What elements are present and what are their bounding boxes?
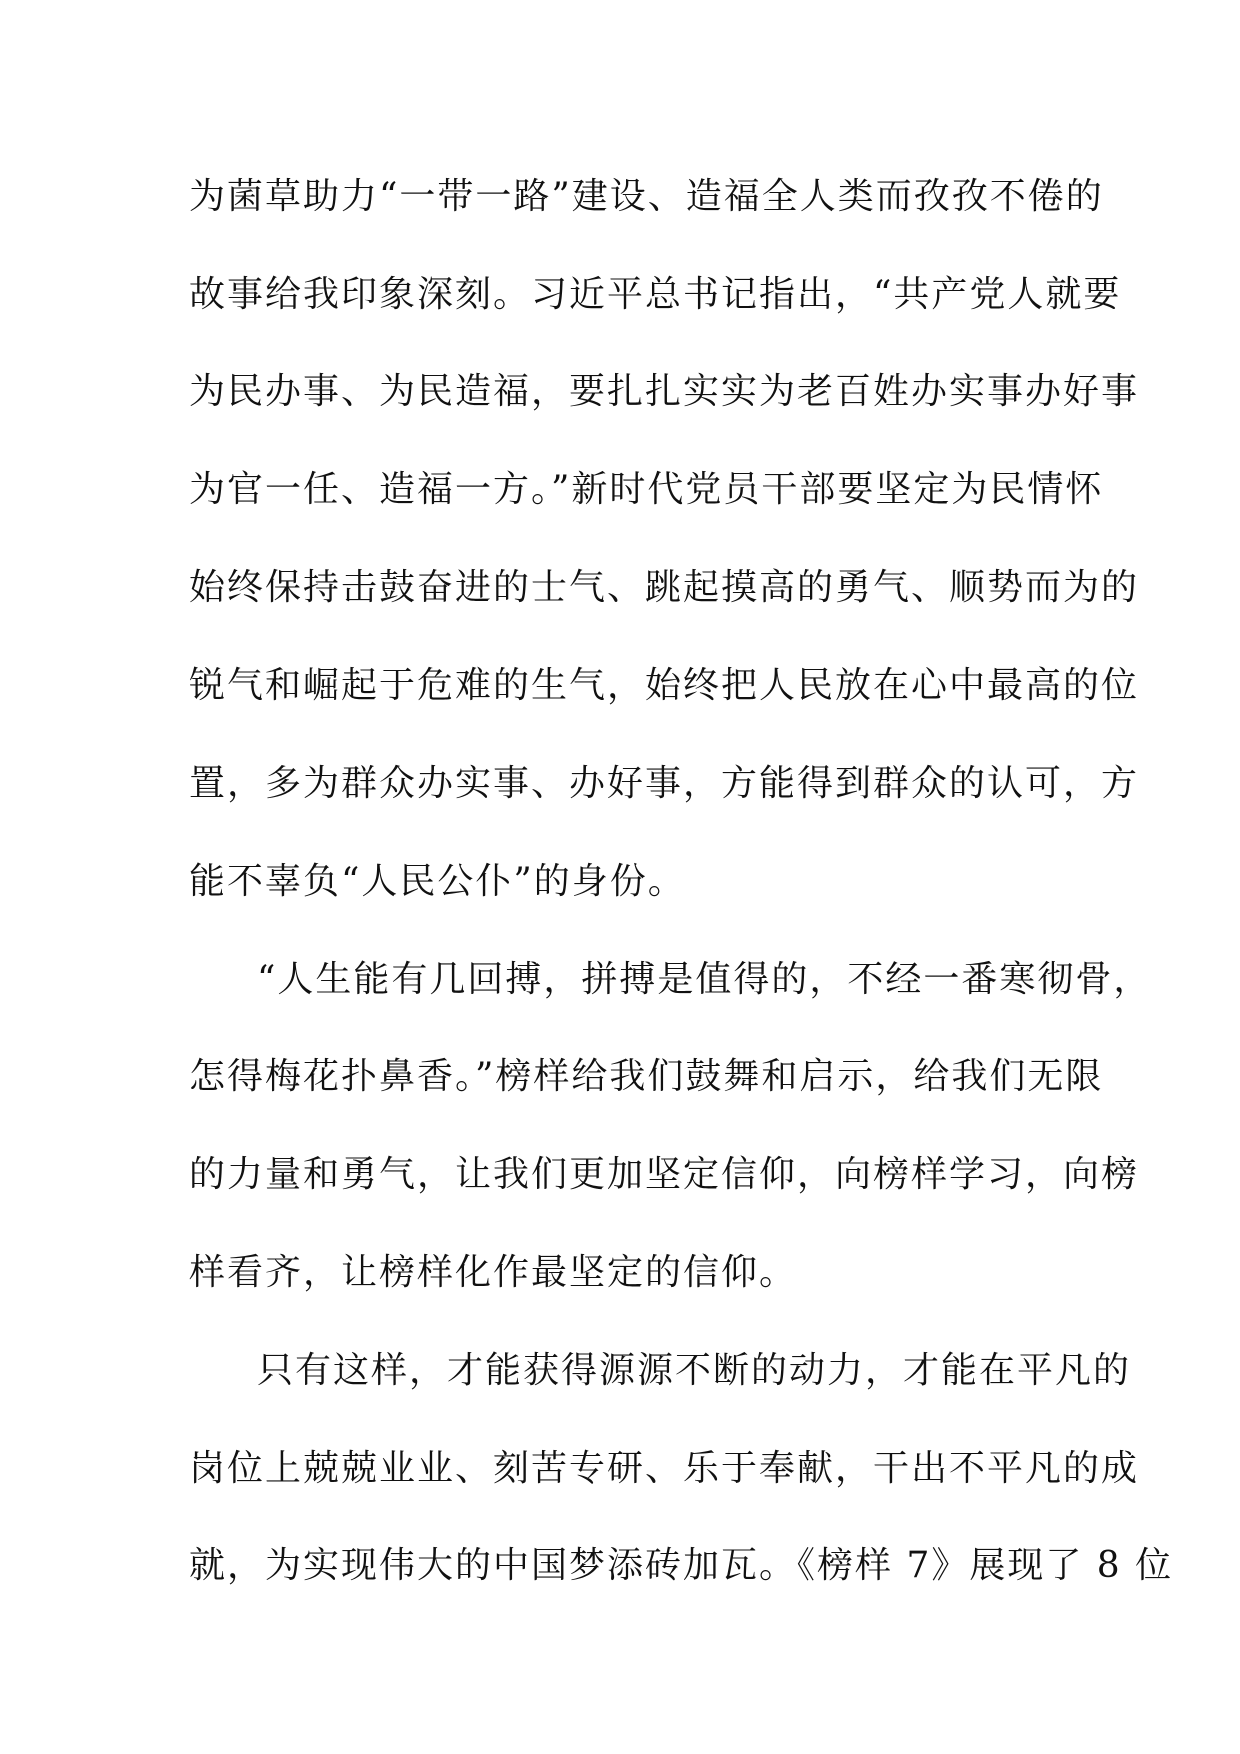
paragraph-line: 置，多为群众办实事、办好事，方能得到群众的认可，方 (189, 763, 1140, 804)
paragraph-line: 为菌草助力“一带一路”建设、造福全人类而孜孜不倦的 (189, 176, 1104, 217)
paragraph-line: 的力量和勇气，让我们更加坚定信仰，向榜样学习，向榜 (189, 1154, 1140, 1195)
paragraph-line: 始终保持击鼓奋进的士气、跳起摸高的勇气、顺势而为的 (189, 567, 1140, 608)
paragraph-line: 样看齐，让榜样化作最坚定的信仰。 (189, 1252, 798, 1293)
paragraph-line: 只有这样，才能获得源源不断的动力，才能在平凡的 (257, 1350, 1132, 1391)
paragraph-line: 岗位上兢兢业业、刻苦专研、乐于奉献，干出不平凡的成 (189, 1448, 1140, 1489)
paragraph-line: 为官一任、造福一方。”新时代党员干部要坚定为民情怀 (189, 469, 1104, 510)
paragraph-line: 怎得梅花扑鼻香。”榜样给我们鼓舞和启示，给我们无限 (189, 1056, 1104, 1097)
paragraph-line: 就，为实现伟大的中国梦添砖加瓦。《榜样 7》展现了 8 位 (189, 1545, 1174, 1586)
paragraph-line: 故事给我印象深刻。习近平总书记指出，“共产党人就要 (189, 274, 1122, 315)
paragraph-line: “人生能有几回搏，拼搏是值得的，不经一番寒彻骨， (257, 959, 1152, 1000)
paragraph-line: 锐气和崛起于危难的生气，始终把人民放在心中最高的位 (189, 665, 1140, 706)
paragraph-line: 能不辜负“人民公仆”的身份。 (189, 861, 686, 902)
paragraph-line: 为民办事、为民造福，要扎扎实实为老百姓办实事办好事 (189, 371, 1140, 412)
